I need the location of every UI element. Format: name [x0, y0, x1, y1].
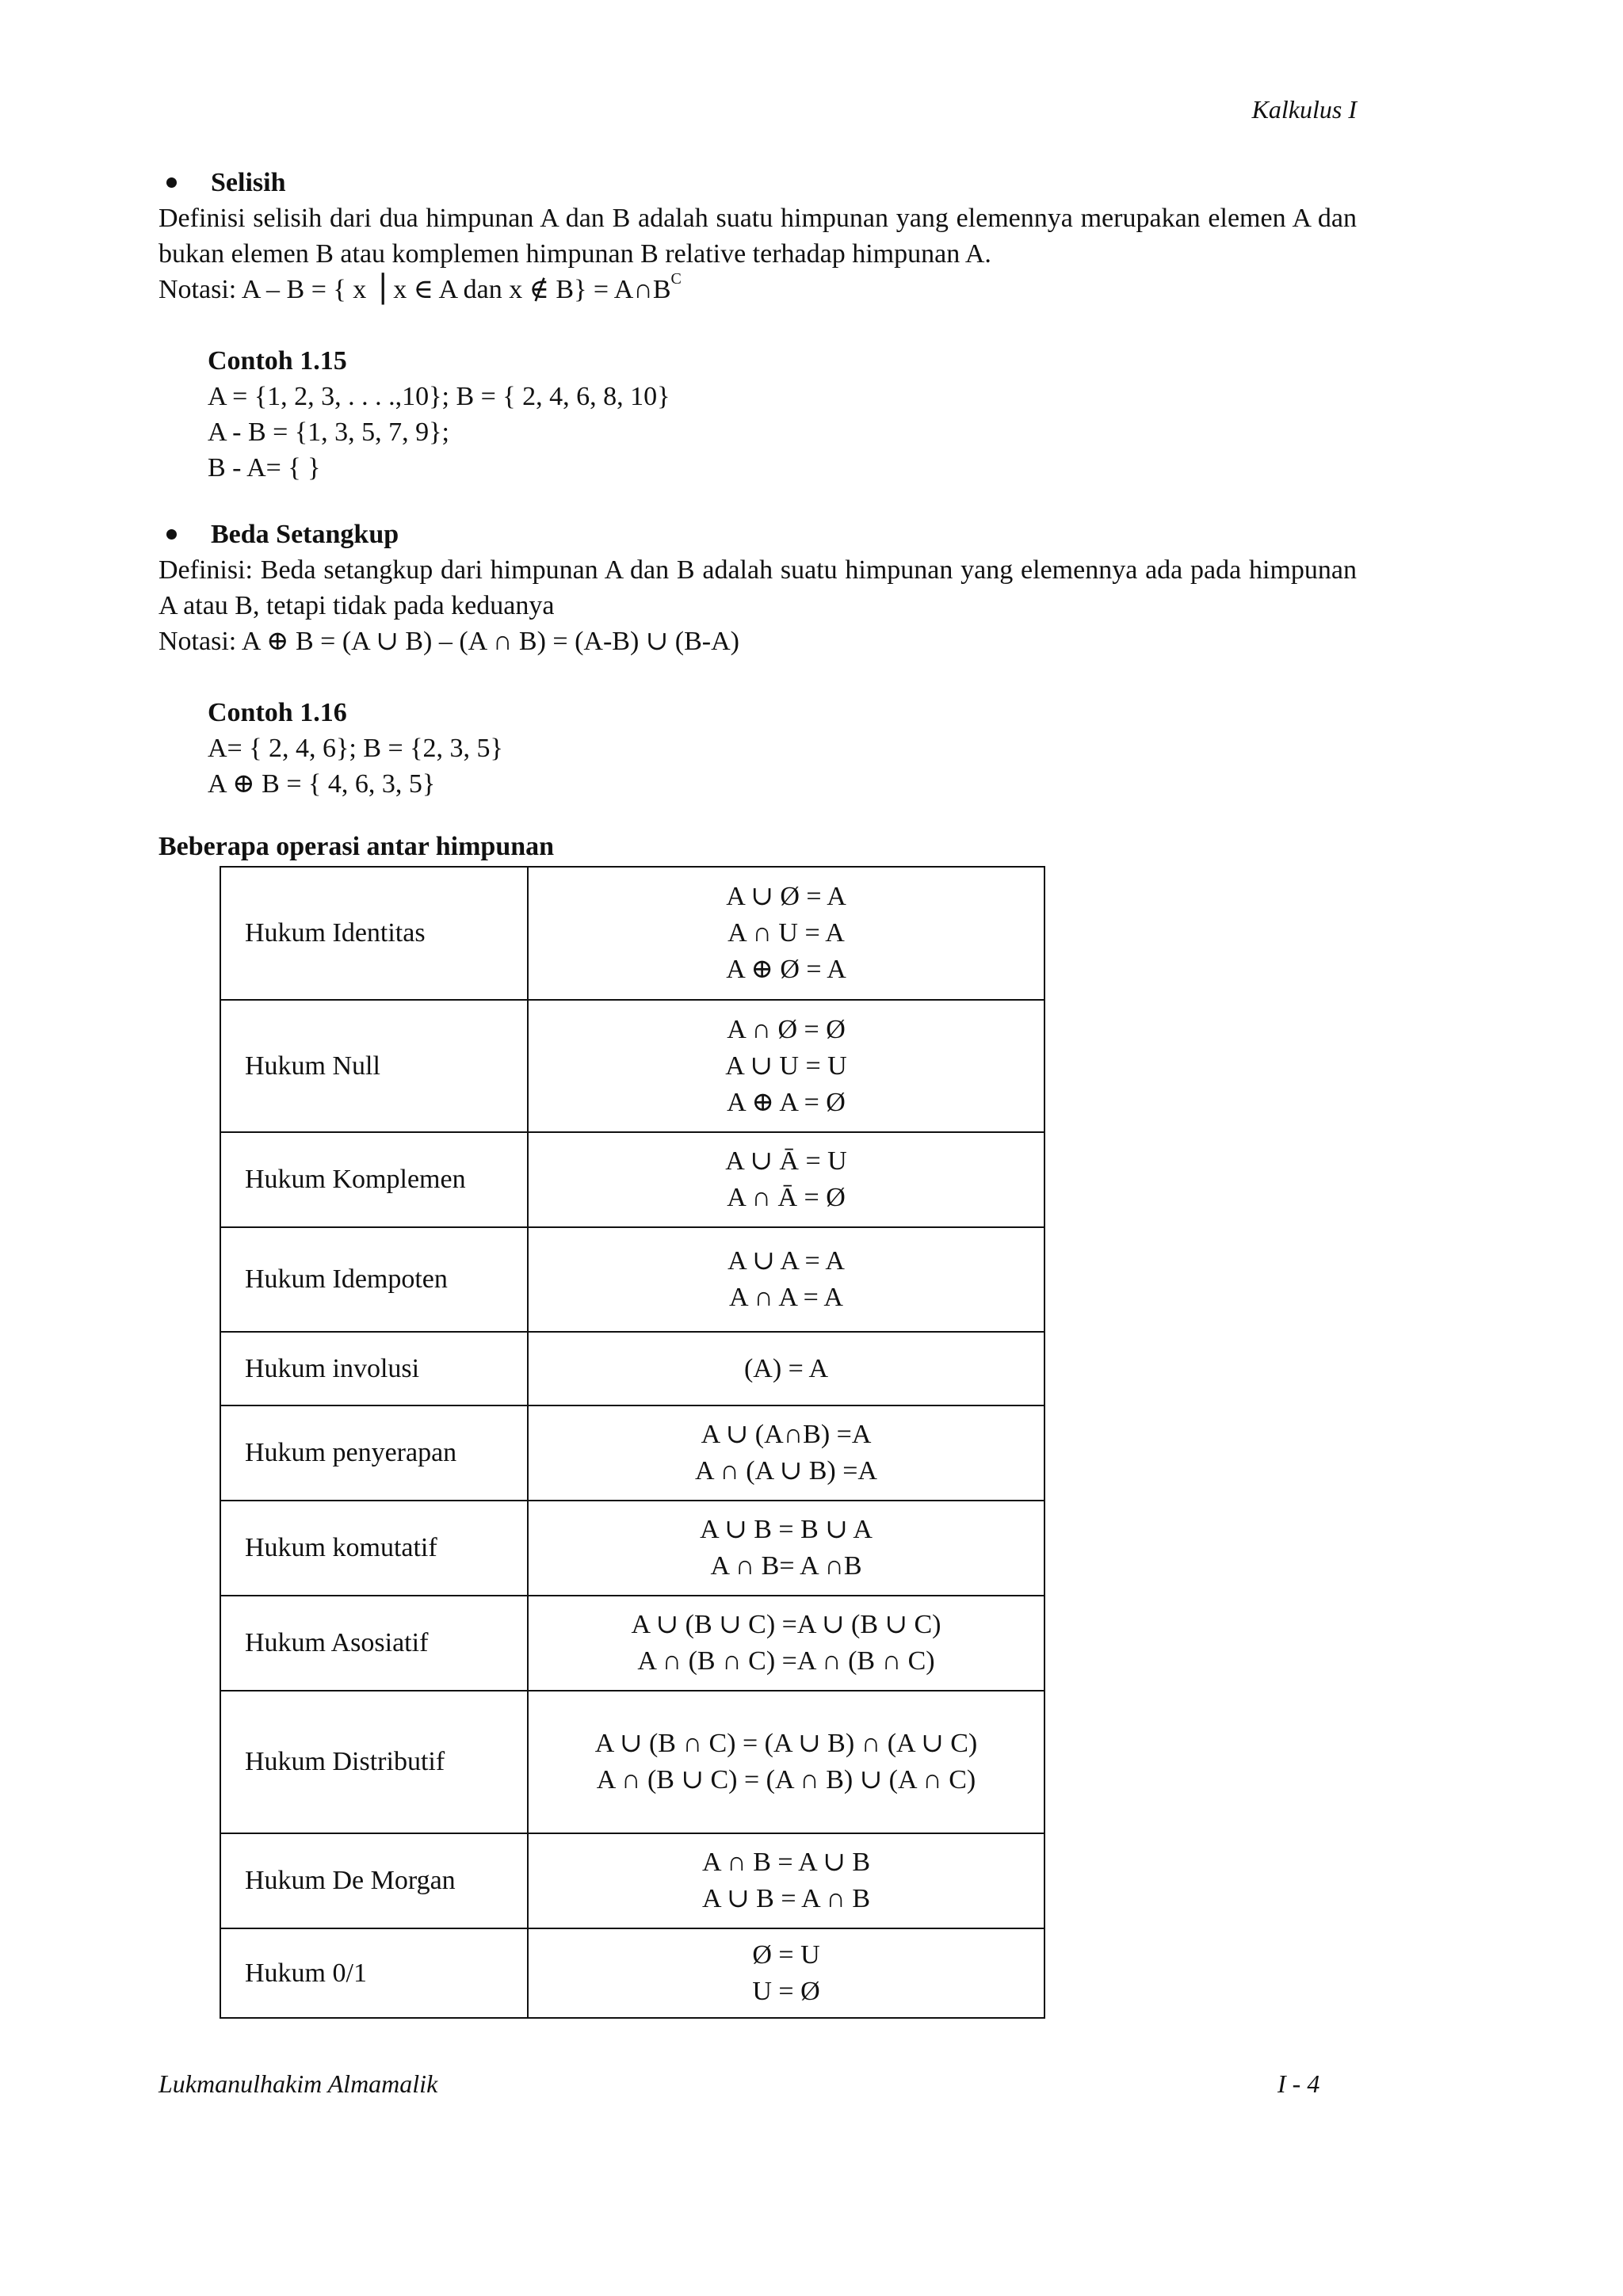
law-equations	[528, 1405, 1044, 1501]
law-equations	[528, 1691, 1044, 1833]
law-equation: A ∩ U = A	[727, 918, 845, 948]
example-line: B - A= { }	[208, 453, 321, 482]
beda-heading-text: Beda Setangkup	[211, 520, 399, 549]
law-equation: A ∩ Ø = Ø	[727, 1014, 846, 1044]
bullet-icon	[166, 177, 177, 188]
law-row	[220, 1691, 1044, 1833]
law-name: Hukum Idempoten	[220, 1227, 528, 1332]
law-equation: A ∪ Ā = U	[725, 1146, 847, 1176]
example-line: A= { 2, 4, 6}; B = {2, 3, 5}	[208, 734, 503, 763]
law-equation: A ∪ U = U	[725, 1051, 847, 1081]
beda-heading	[158, 517, 1357, 552]
law-equations	[528, 1928, 1044, 2018]
law-equations	[528, 1596, 1044, 1691]
law-name: Hukum involusi	[220, 1332, 528, 1405]
section-selisih	[158, 165, 1357, 486]
law-equation: A ∪ A = A	[727, 1246, 845, 1276]
law-equation: A ∪ B = B ∪ A	[700, 1515, 873, 1544]
law-row	[220, 1501, 1044, 1596]
operations-title: Beberapa operasi antar himpunan	[158, 832, 555, 861]
law-equation: A ⊕ Ø = A	[726, 955, 846, 984]
example-1-16	[208, 695, 1357, 802]
example-1-15	[208, 343, 1357, 486]
selisih-heading-text: Selisih	[211, 168, 286, 197]
law-equation: A ∩ (B ∪ C) = (A ∩ B) ∪ (A ∩ C)	[596, 1765, 976, 1794]
beda-notation: Notasi: A ⊕ B = (A ∪ B) – (A ∩ B) = (A-B) ∪ (B-A)	[158, 627, 739, 656]
law-row	[220, 1596, 1044, 1691]
footer-author: Lukmanulhakim Almamalik	[158, 2069, 438, 2098]
law-equation: A ∪ Ø = A	[726, 882, 846, 911]
law-equation: A ∩ (B ∩ C) =A ∩ (B ∩ C)	[637, 1646, 935, 1676]
law-row	[220, 1833, 1044, 1928]
law-name: Hukum Komplemen	[220, 1132, 528, 1227]
example-line: A ⊕ B = { 4, 6, 3, 5}	[208, 769, 436, 799]
law-name: Hukum Asosiatif	[220, 1596, 528, 1691]
law-equations	[528, 1501, 1044, 1596]
law-equations	[528, 1227, 1044, 1332]
bullet-icon	[166, 529, 177, 540]
law-equations	[528, 867, 1044, 1000]
law-name: Hukum Null	[220, 1000, 528, 1132]
law-name: Hukum komutatif	[220, 1501, 528, 1596]
law-equation: A ∩ Ā = Ø	[727, 1183, 846, 1212]
running-header: Kalkulus I	[1251, 95, 1357, 124]
law-equations	[528, 1132, 1044, 1227]
law-equation: U = Ø	[752, 1976, 820, 2006]
law-equation: (A) = A	[743, 1353, 829, 1383]
law-row	[220, 1132, 1044, 1227]
example-title: Contoh 1.15	[208, 346, 347, 376]
complement-superscript: C	[670, 269, 682, 288]
law-equation: A ∩ B = A ∪ B	[701, 1848, 871, 1877]
selisih-notation	[158, 269, 1357, 307]
law-equation: A ∩ A = A	[729, 1283, 843, 1312]
law-equation: A ⊕ A = Ø	[727, 1087, 846, 1117]
law-row	[220, 867, 1044, 1000]
law-equation: A ∪ (B ∪ C) =A ∪ (B ∪ C)	[631, 1610, 941, 1639]
law-equation: A ∩ B= A ∩B	[710, 1551, 862, 1581]
law-row	[220, 1227, 1044, 1332]
law-name: Hukum De Morgan	[220, 1833, 528, 1928]
set-laws-table-body	[220, 867, 1044, 2018]
law-name: Hukum 0/1	[220, 1928, 528, 2018]
law-equation: A ∪ (A∩B) =A	[701, 1420, 872, 1449]
law-equation: Ø = U	[752, 1939, 820, 1970]
law-equations	[528, 1332, 1044, 1405]
section-beda-setangkup	[158, 517, 1357, 802]
example-line: A - B = {1, 3, 5, 7, 9};	[208, 418, 449, 447]
law-row	[220, 1000, 1044, 1132]
beda-definition: Definisi: Beda setangkup dari himpunan A dan B adalah suatu himpunan yang elemennya ada pada himpunan A atau B, tetapi tidak pada keduanya	[158, 555, 1357, 620]
law-equations	[528, 1833, 1044, 1928]
example-title: Contoh 1.16	[208, 698, 347, 727]
law-name: Hukum Identitas	[220, 867, 528, 1000]
selisih-heading	[158, 165, 1357, 200]
law-equation: A ∪ B = A ∩ B	[701, 1884, 871, 1913]
set-laws-table	[220, 866, 1045, 2019]
law-row	[220, 1332, 1044, 1405]
law-equation: A ∩ (A ∪ B) =A	[695, 1456, 877, 1486]
law-name: Hukum Distributif	[220, 1691, 528, 1833]
law-row	[220, 1405, 1044, 1501]
footer-page-number: I - 4	[1277, 2069, 1320, 2098]
law-equations	[528, 1000, 1044, 1132]
law-row	[220, 1928, 1044, 2018]
selisih-definition: Definisi selisih dari dua himpunan A dan B adalah suatu himpunan yang elemennya merupakan elemen A dan bukan elemen B atau komplemen himpunan B relative terhadap himpunan A.	[158, 204, 1357, 269]
selisih-notation-text: Notasi: A – B = { x ⎥ x ∈ A dan x ∉ B} = A∩B	[158, 275, 671, 304]
example-line: A = {1, 2, 3, . . . .,10}; B = { 2, 4, 6, 8, 10}	[208, 382, 670, 411]
law-equation: A ∪ (B ∩ C) = (A ∪ B) ∩ (A ∪ C)	[594, 1729, 978, 1758]
law-name: Hukum penyerapan	[220, 1405, 528, 1501]
